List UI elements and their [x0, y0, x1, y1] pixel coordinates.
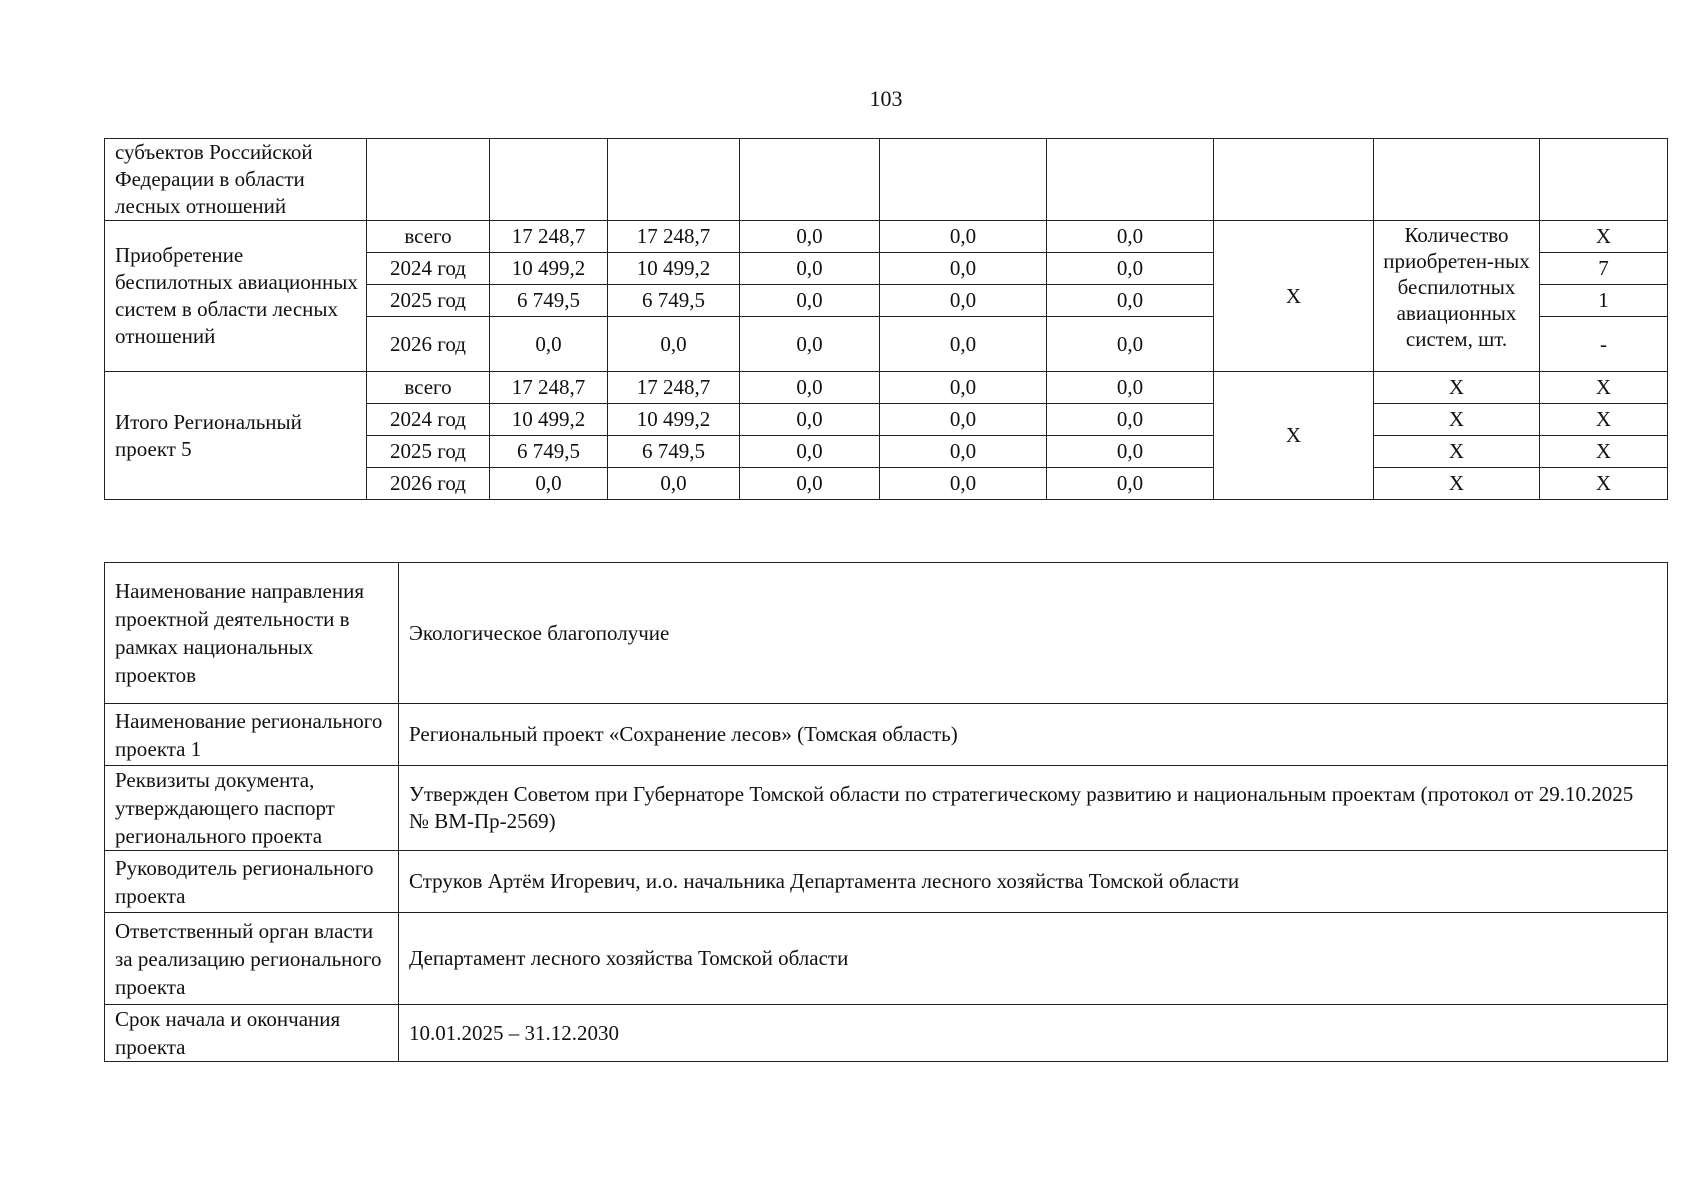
empty-cell	[608, 139, 740, 221]
value-cell: 10 499,2	[608, 253, 740, 285]
indicator-value-cell: Х	[1540, 372, 1668, 404]
empty-cell	[490, 139, 608, 221]
value-cell: 0,0	[490, 317, 608, 372]
mark-cell: Х	[1214, 372, 1374, 500]
value-cell: 0,0	[740, 372, 880, 404]
field-value: Департамент лесного хозяйства Томской области	[399, 913, 1668, 1005]
period-cell: всего	[367, 221, 490, 253]
value-cell: 0,0	[740, 221, 880, 253]
indicator-name-cell: Х	[1374, 468, 1540, 500]
indicator-value-cell: Х	[1540, 404, 1668, 436]
field-label: Наименование направления проектной деятельности в рамках национальных проектов	[105, 563, 399, 704]
indicator-value-cell: 1	[1540, 285, 1668, 317]
continuation-name-cell: субъектов Российской Федерации в области лесных отношений	[105, 139, 367, 221]
field-value: 10.01.2025 – 31.12.2030	[399, 1005, 1668, 1062]
indicator-value-cell: Х	[1540, 436, 1668, 468]
field-label: Руководитель регионального проекта	[105, 851, 399, 913]
value-cell: 0,0	[1047, 253, 1214, 285]
value-cell: 0,0	[1047, 372, 1214, 404]
period-cell: 2025 год	[367, 285, 490, 317]
field-value: Утвержден Советом при Губернаторе Томской области по стратегическому развитию и национальным проектам (протокол от 29.10.2025 № ВМ-Пр-2569)	[399, 766, 1668, 851]
value-cell: 0,0	[1047, 468, 1214, 500]
indicator-name-cell: Х	[1374, 372, 1540, 404]
indicator-name-cell: Количество приобретен-ных беспилотных авиационных систем, шт.	[1374, 221, 1540, 372]
value-cell: 0,0	[740, 285, 880, 317]
table-row	[105, 372, 1668, 404]
empty-cell	[1540, 139, 1668, 221]
table-row	[105, 563, 1668, 704]
value-cell: 0,0	[740, 468, 880, 500]
period-cell: 2025 год	[367, 436, 490, 468]
value-cell: 0,0	[880, 372, 1047, 404]
value-cell: 17 248,7	[490, 372, 608, 404]
table-row	[105, 851, 1668, 913]
indicator-value-cell: -	[1540, 317, 1668, 372]
mark-cell: Х	[1214, 221, 1374, 372]
finance-table	[104, 138, 1668, 500]
value-cell: 0,0	[880, 317, 1047, 372]
indicator-name-cell: Х	[1374, 404, 1540, 436]
field-value: Струков Артём Игоревич, и.о. начальника Департамента лесного хозяйства Томской области	[399, 851, 1668, 913]
value-cell: 6 749,5	[490, 436, 608, 468]
field-label: Реквизиты документа, утверждающего паспорт регионального проекта	[105, 766, 399, 851]
total-name-cell: Итого Региональный проект 5	[105, 372, 367, 500]
empty-cell	[1214, 139, 1374, 221]
value-cell: 10 499,2	[608, 404, 740, 436]
value-cell: 0,0	[880, 285, 1047, 317]
value-cell: 17 248,7	[608, 221, 740, 253]
value-cell: 0,0	[880, 404, 1047, 436]
empty-cell	[1374, 139, 1540, 221]
value-cell: 0,0	[880, 253, 1047, 285]
empty-cell	[740, 139, 880, 221]
value-cell: 0,0	[1047, 404, 1214, 436]
empty-cell	[880, 139, 1047, 221]
value-cell: 17 248,7	[608, 372, 740, 404]
field-label: Срок начала и окончания проекта	[105, 1005, 399, 1062]
period-cell: всего	[367, 372, 490, 404]
indicator-value-cell: 7	[1540, 253, 1668, 285]
value-cell: 0,0	[490, 468, 608, 500]
value-cell: 0,0	[880, 221, 1047, 253]
value-cell: 0,0	[740, 253, 880, 285]
value-cell: 0,0	[740, 317, 880, 372]
value-cell: 0,0	[880, 436, 1047, 468]
field-value: Экологическое благополучие	[399, 563, 1668, 704]
project-info-table	[104, 562, 1668, 1062]
empty-cell	[367, 139, 490, 221]
value-cell: 0,0	[1047, 317, 1214, 372]
value-cell: 0,0	[1047, 436, 1214, 468]
value-cell: 10 499,2	[490, 253, 608, 285]
value-cell: 0,0	[880, 468, 1047, 500]
period-cell: 2026 год	[367, 468, 490, 500]
value-cell: 6 749,5	[490, 285, 608, 317]
period-cell: 2024 год	[367, 253, 490, 285]
field-label: Ответственный орган власти за реализацию регионального проекта	[105, 913, 399, 1005]
period-cell: 2024 год	[367, 404, 490, 436]
value-cell: 0,0	[740, 404, 880, 436]
page-number: 103	[869, 86, 903, 111]
table-row	[105, 766, 1668, 851]
table-row	[105, 1005, 1668, 1062]
value-cell: 0,0	[608, 317, 740, 372]
field-label: Наименование регионального проекта 1	[105, 704, 399, 766]
indicator-value-cell: Х	[1540, 221, 1668, 253]
value-cell: 17 248,7	[490, 221, 608, 253]
value-cell: 6 749,5	[608, 436, 740, 468]
empty-cell	[1047, 139, 1214, 221]
table-row-continuation	[105, 139, 1668, 221]
value-cell: 10 499,2	[490, 404, 608, 436]
activity-name-cell: Приобретение беспилотных авиационных систем в области лесных отношений	[105, 221, 367, 372]
value-cell: 6 749,5	[608, 285, 740, 317]
table-row	[105, 913, 1668, 1005]
value-cell: 0,0	[740, 436, 880, 468]
value-cell: 0,0	[608, 468, 740, 500]
indicator-name-cell: Х	[1374, 436, 1540, 468]
table-row	[105, 704, 1668, 766]
field-value: Региональный проект «Сохранение лесов» (Томская область)	[399, 704, 1668, 766]
period-cell: 2026 год	[367, 317, 490, 372]
table-row	[105, 221, 1668, 253]
value-cell: 0,0	[1047, 285, 1214, 317]
value-cell: 0,0	[1047, 221, 1214, 253]
indicator-value-cell: Х	[1540, 468, 1668, 500]
